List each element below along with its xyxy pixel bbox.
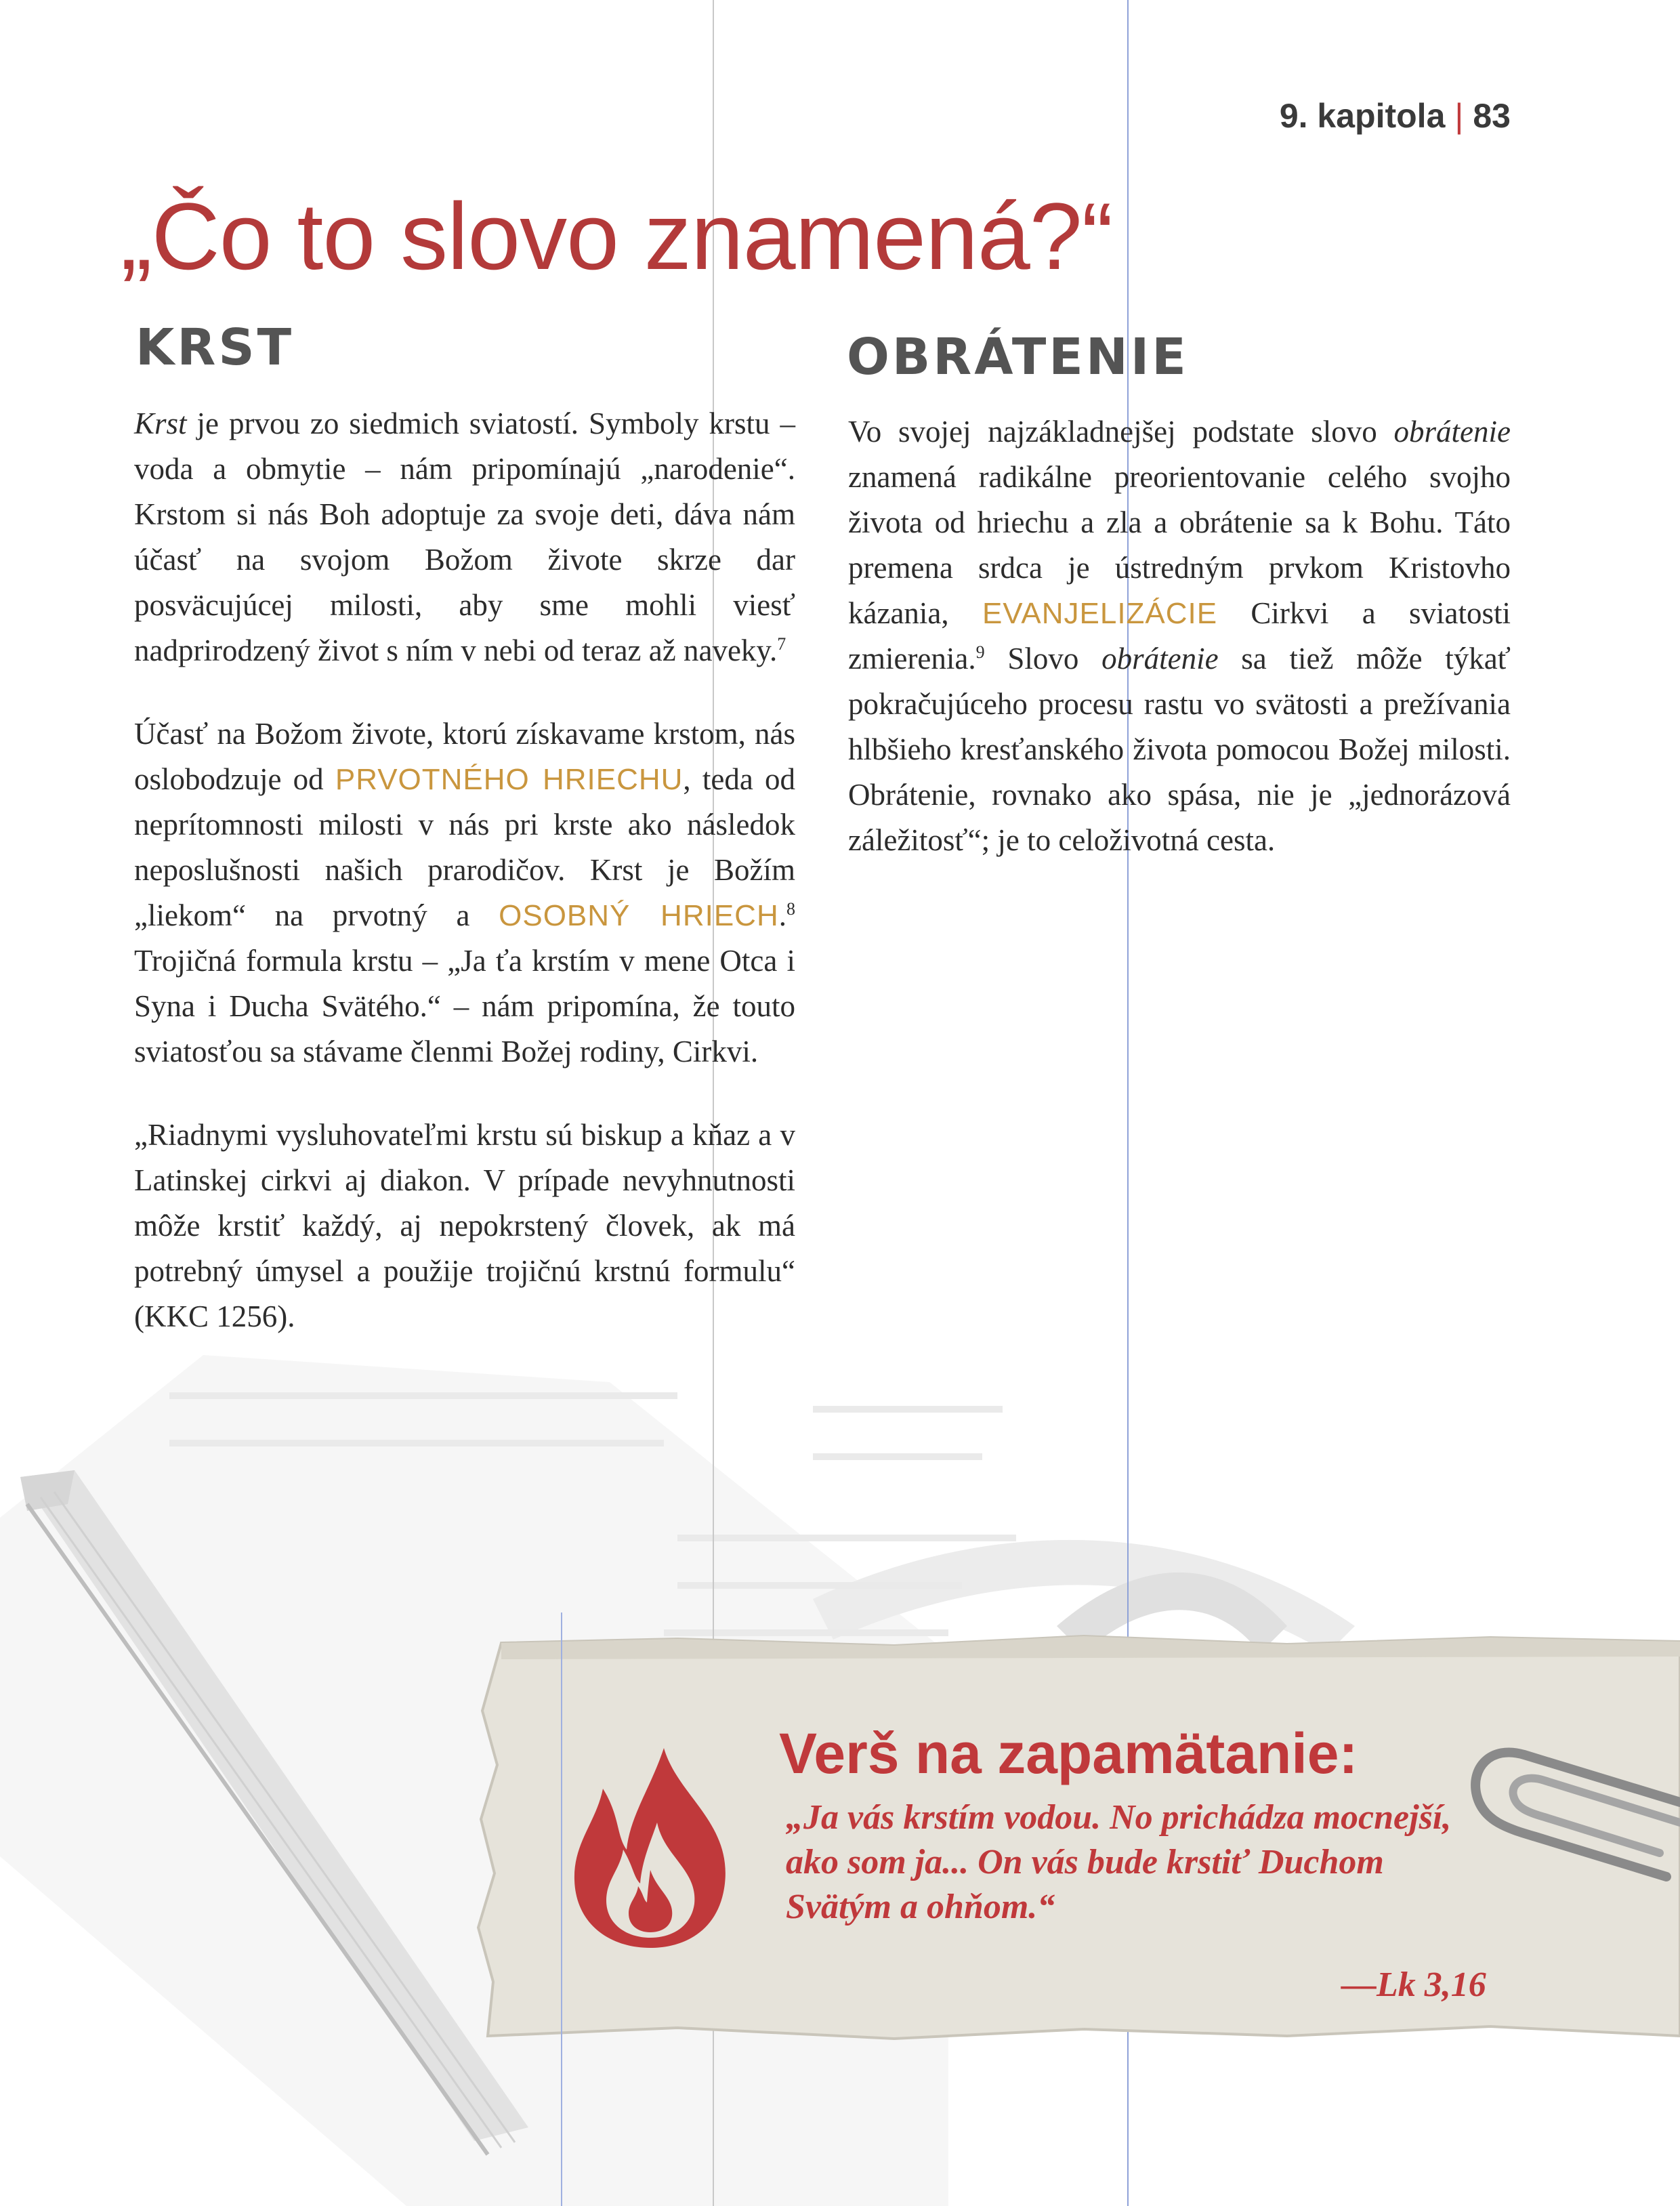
verse-quote: „Ja vás krstím vodou. No prichádza mocnejší, ako som ja... On vás bude krstiť Duchom Svätým a ohňom.“	[786, 1798, 1452, 1926]
term-obratenie: obrátenie	[1393, 415, 1511, 449]
header-separator: |	[1454, 97, 1464, 135]
page-title: „Čo to slovo znamená?“	[121, 183, 1113, 289]
page-number: 83	[1473, 97, 1511, 135]
verse-reference: —Lk 3,16	[1341, 1965, 1486, 2004]
glossary-keyword: EVANJELIZÁCIE	[982, 597, 1218, 630]
term-krst: Krst	[134, 407, 187, 440]
verse-title: Verš na zapamätanie:	[779, 1722, 1358, 1785]
krst-column	[134, 401, 795, 1377]
footnote-ref: 9	[975, 642, 985, 662]
glossary-keyword: PRVOTNÉHO HRIECHU	[335, 763, 684, 796]
krst-paragraph-1: Krst je prvou zo siedmich sviatostí. Symboly krstu – voda a obmytie – nám pripomínajú „narodenie“. Krstom si nás Boh adoptuje za svoje deti, dáva nám účasť na svojom Božom živote skrze dar posväcujúcej milosti, aby sme mohli viesť nadprirodzený život s ním v nebi od teraz až naveky.$^7$	[134, 407, 795, 667]
krst-paragraph-3: „Riadnymi vysluhovateľmi krstu sú biskup a kňaz a v Latinskej cirkvi aj diakon. V prípade nevyhnutnosti môže krstiť každý, aj nepokrstený človek, ak má potrebný úmysel a použije trojičnú krstnú formulu“ (KKC 1256).	[134, 1118, 795, 1333]
term-obratenie: obrátenie	[1101, 642, 1219, 675]
page-header	[1280, 96, 1511, 136]
flame-icon	[562, 1741, 738, 1951]
glossary-keyword: OSOBNÝ HRIECH	[499, 899, 779, 932]
section-heading-obratenie: OBRÁTENIE	[847, 328, 1189, 386]
obratenie-column	[848, 409, 1511, 901]
obratenie-paragraph-1: Vo svojej najzákladnejšej podstate slovo obrátenie znamená radikálne preorientovanie celého svojho života od hriechu a zla a obrátenie sa k Bohu. Táto premena srdca je ústredným prvkom Kristovho kázania, EVANJELIZÁCIE Cirkvi a sviatosti zmierenia.$^9$ Slovo obrátenie sa tiež môže týkať pokračujúceho procesu rastu vo svätosti a prežívania hlbšieho kresťanského života pomocou Božej milosti. Obrátenie, rovnako ako spása, nie je „jednorázová záležitosť“; je to celoživotná cesta.	[848, 415, 1511, 857]
chapter-label: 9. kapitola	[1279, 97, 1446, 135]
paperclip-icon	[1463, 1734, 1680, 1890]
section-heading-krst: KRST	[135, 318, 295, 377]
krst-paragraph-2: Účasť na Božom živote, ktorú získavame krstom, nás oslobodzuje od PRVOTNÉHO HRIECHU, teda od neprítomnosti milosti v nás pri krste ako následok neposlušnosti našich prarodičov. Krst je Božím „liekom“ na prvotný a OSOBNÝ HRIECH.$^8$ Trojičná formula krstu – „Ja ťa krstím v mene Otca i Syna i Ducha Svätého.“ – nám pripomína, že touto sviatosťou sa stávame členmi Božej rodiny, Cirkvi.	[134, 717, 796, 1068]
footnote-ref: 8	[786, 899, 795, 919]
footnote-ref: 7	[777, 634, 786, 654]
